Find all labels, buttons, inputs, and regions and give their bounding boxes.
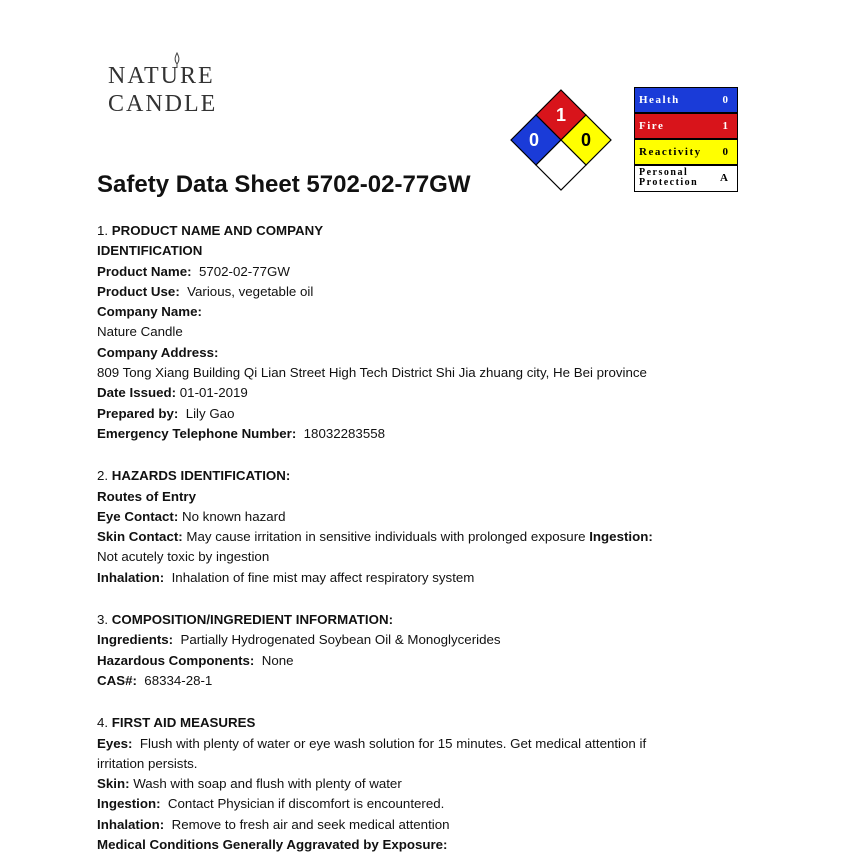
field-label: Skin Contact: — [97, 529, 183, 545]
inhalation-line — [97, 568, 717, 588]
nfpa-fire-value: 1 — [555, 105, 567, 125]
field-label: Ingestion: — [97, 796, 161, 812]
section-number: 1. — [97, 223, 109, 238]
section-heading-text: PRODUCT NAME AND COMPANY — [111, 223, 324, 238]
ingredients-line — [97, 630, 717, 650]
prepared-by-value: Lily Gao — [185, 405, 235, 421]
hmis-health-row — [634, 87, 738, 113]
hmis-fire-value: 1 — [722, 120, 728, 132]
field-label: Inhalation: — [97, 569, 165, 585]
hmis-ppe-value: A — [720, 172, 728, 184]
logo-line-2: CANDLE — [108, 91, 218, 117]
field-label: Product Use: — [97, 283, 180, 299]
field-label: Ingestion: — [589, 529, 653, 545]
section-number: 3. — [97, 612, 109, 628]
hmis-ppe-label: Personal Protection — [639, 167, 699, 188]
product-use-line — [97, 282, 717, 302]
date-issued-line — [97, 383, 717, 403]
field-label: Product Name: — [97, 263, 192, 279]
skin-contact-line — [97, 527, 717, 547]
ingestion-value: Not acutely toxic by ingestion — [97, 549, 270, 565]
section-number: 4. — [97, 715, 109, 731]
hmis-fire-row — [634, 113, 738, 139]
nfpa-health-value: 0 — [528, 130, 540, 150]
product-name-line — [97, 262, 717, 282]
page-title: Safety Data Sheet 5702-02-77GW — [97, 171, 471, 198]
field-label: Prepared by: — [97, 405, 179, 421]
field-label: Inhalation: — [97, 816, 165, 832]
field-label: Eyes: — [97, 735, 133, 751]
nfpa-reactivity-value: 0 — [580, 130, 592, 150]
section-heading-text: HAZARDS IDENTIFICATION: — [111, 468, 291, 484]
ingredients-value: Partially Hydrogenated Soybean Oil & Monoglycerides — [180, 632, 501, 648]
section-3-heading — [97, 610, 717, 630]
hazardous-components-value: None — [261, 652, 294, 668]
field-label: Date Issued: — [97, 385, 177, 401]
company-address-label: Company Address: — [97, 344, 219, 360]
hazardous-components-line — [97, 651, 717, 671]
inhalation-aid-line — [97, 815, 717, 835]
cas-line — [97, 671, 717, 691]
emergency-phone-line — [97, 424, 717, 444]
cas-value: 68334-28-1 — [144, 672, 213, 688]
section-4-heading — [97, 713, 717, 733]
eye-contact-line — [97, 507, 717, 527]
section-heading-text: COMPOSITION/INGREDIENT INFORMATION: — [111, 612, 393, 628]
skin-value: Wash with soap and flush with plenty of water — [133, 776, 402, 792]
skin-line — [97, 774, 717, 794]
hmis-reactivity-value: 0 — [722, 146, 728, 158]
ingestion-line — [97, 794, 717, 814]
hmis-label — [634, 87, 738, 192]
field-label: Eye Contact: — [97, 508, 179, 524]
routes-of-entry: Routes of Entry — [97, 488, 196, 504]
field-label: Hazardous Components: — [97, 652, 255, 668]
nature-candle-logo — [108, 52, 228, 118]
eye-contact-value: No known hazard — [181, 508, 286, 524]
inhalation-value: Inhalation of fine mist may affect respiratory system — [171, 569, 475, 585]
hmis-reactivity-label: Reactivity — [639, 146, 702, 158]
medical-conditions-label: Medical Conditions Generally Aggravated by Exposure: — [97, 837, 448, 853]
field-label: Skin: — [97, 776, 130, 792]
section-number: 2. — [97, 468, 109, 484]
eyes-line — [97, 734, 717, 754]
product-name-value: 5702-02-77GW — [198, 263, 290, 279]
hmis-ppe-row — [634, 165, 738, 192]
field-label: Emergency Telephone Number: — [97, 425, 297, 441]
product-use-value: Various, vegetable oil — [187, 283, 314, 299]
emergency-phone-value: 18032283558 — [303, 425, 386, 441]
sds-body — [97, 221, 717, 855]
skin-contact-value: May cause irritation in sensitive individuals with prolonged exposure — [186, 529, 586, 545]
prepared-by-line — [97, 404, 717, 424]
logo-line-1: NATURE — [108, 63, 215, 89]
hmis-fire-label: Fire — [639, 120, 665, 132]
field-label: CAS#: — [97, 672, 137, 688]
section-heading-text: FIRST AID MEASURES — [111, 715, 256, 731]
nfpa-diamond — [510, 89, 612, 191]
company-address-value: 809 Tong Xiang Building Qi Lian Street High Tech District Shi Jia zhuang city, He Bei province — [97, 365, 647, 381]
eyes-value: Flush with plenty of water or eye wash solution for 15 minutes. Get medical attention if — [139, 735, 647, 751]
company-name-value: Nature Candle — [97, 324, 183, 340]
ingestion-aid-value: Contact Physician if discomfort is encountered. — [167, 796, 445, 812]
eyes-line-cont: irritation persists. — [97, 755, 198, 771]
field-label: Ingredients: — [97, 632, 174, 648]
section-1-heading — [97, 221, 717, 241]
hmis-health-value: 0 — [722, 94, 728, 106]
section-1-heading-cont: IDENTIFICATION — [97, 243, 203, 259]
date-issued-value: 01-01-2019 — [179, 385, 248, 401]
hmis-reactivity-row — [634, 139, 738, 165]
hmis-health-label: Health — [639, 94, 680, 106]
inhalation-aid-value: Remove to fresh air and seek medical attention — [171, 816, 450, 832]
company-name-label: Company Name: — [97, 304, 202, 320]
section-2-heading — [97, 466, 717, 486]
